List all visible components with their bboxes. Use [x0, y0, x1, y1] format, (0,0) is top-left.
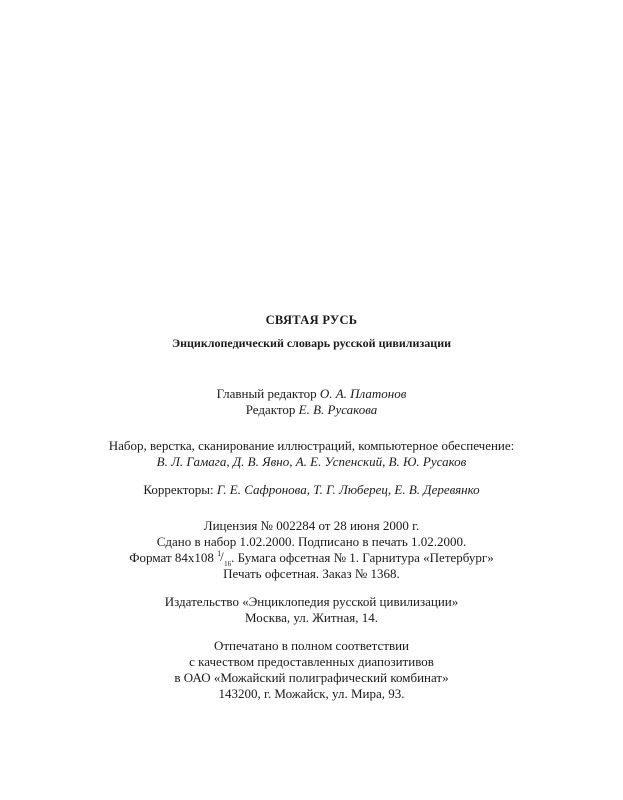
printer-line-1: Отпечатано в полном соответствии	[213, 638, 410, 653]
printer-line-4: 143200, г. Можайск, ул. Мира, 93.	[218, 686, 405, 701]
format-line	[0, 550, 623, 566]
publisher-address: Москва, ул. Житная, 14.	[244, 610, 379, 625]
license-line: Лицензия № 002284 от 28 июня 2000 г.	[203, 518, 420, 533]
printer-line-2: с качеством предоставленных диапозитивов	[189, 654, 434, 669]
publisher-name: Издательство «Энциклопедия русской цивилизации»	[164, 594, 459, 609]
format-fraction-denominator: 16	[224, 560, 232, 568]
chief-editor-name: О. А. Платонов	[319, 386, 407, 401]
proofreaders-line	[0, 482, 623, 498]
production-label: Набор, верстка, сканирование иллюстраций, компьютерное обеспечение:	[108, 438, 515, 453]
format-fraction: 1 / 16	[217, 550, 231, 564]
format-fraction-numerator: 1	[217, 549, 222, 558]
proofreaders-names: Г. Е. Сафронова, Т. Г. Люберец, Е. В. Деревянко	[216, 482, 480, 497]
chief-editor-label: Главный редактор	[216, 386, 317, 401]
editor-name: Е. В. Русакова	[298, 402, 378, 417]
editor-label: Редактор	[245, 402, 296, 417]
editor-line	[0, 402, 623, 418]
book-subtitle: Энциклопедический словарь русской цивилизации	[171, 336, 452, 350]
dates-line: Сдано в набор 1.02.2000. Подписано в печать 1.02.2000.	[156, 534, 467, 549]
production-names: В. Л. Гамага, Д. В. Явно, А. Е. Успенский, В. Ю. Русаков	[156, 454, 467, 469]
proofreaders-label: Корректоры:	[143, 482, 214, 497]
print-line: Печать офсетная. Заказ № 1368.	[223, 566, 400, 581]
format-prefix: Формат 84x108	[129, 550, 214, 565]
printer-line-3: в ОАО «Можайский полиграфический комбинат»	[174, 670, 449, 685]
chief-editor-line	[0, 386, 623, 402]
format-suffix: . Бумага офсетная № 1. Гарнитура «Петербург»	[231, 550, 494, 565]
book-title: СВЯТАЯ РУСЬ	[265, 313, 358, 327]
